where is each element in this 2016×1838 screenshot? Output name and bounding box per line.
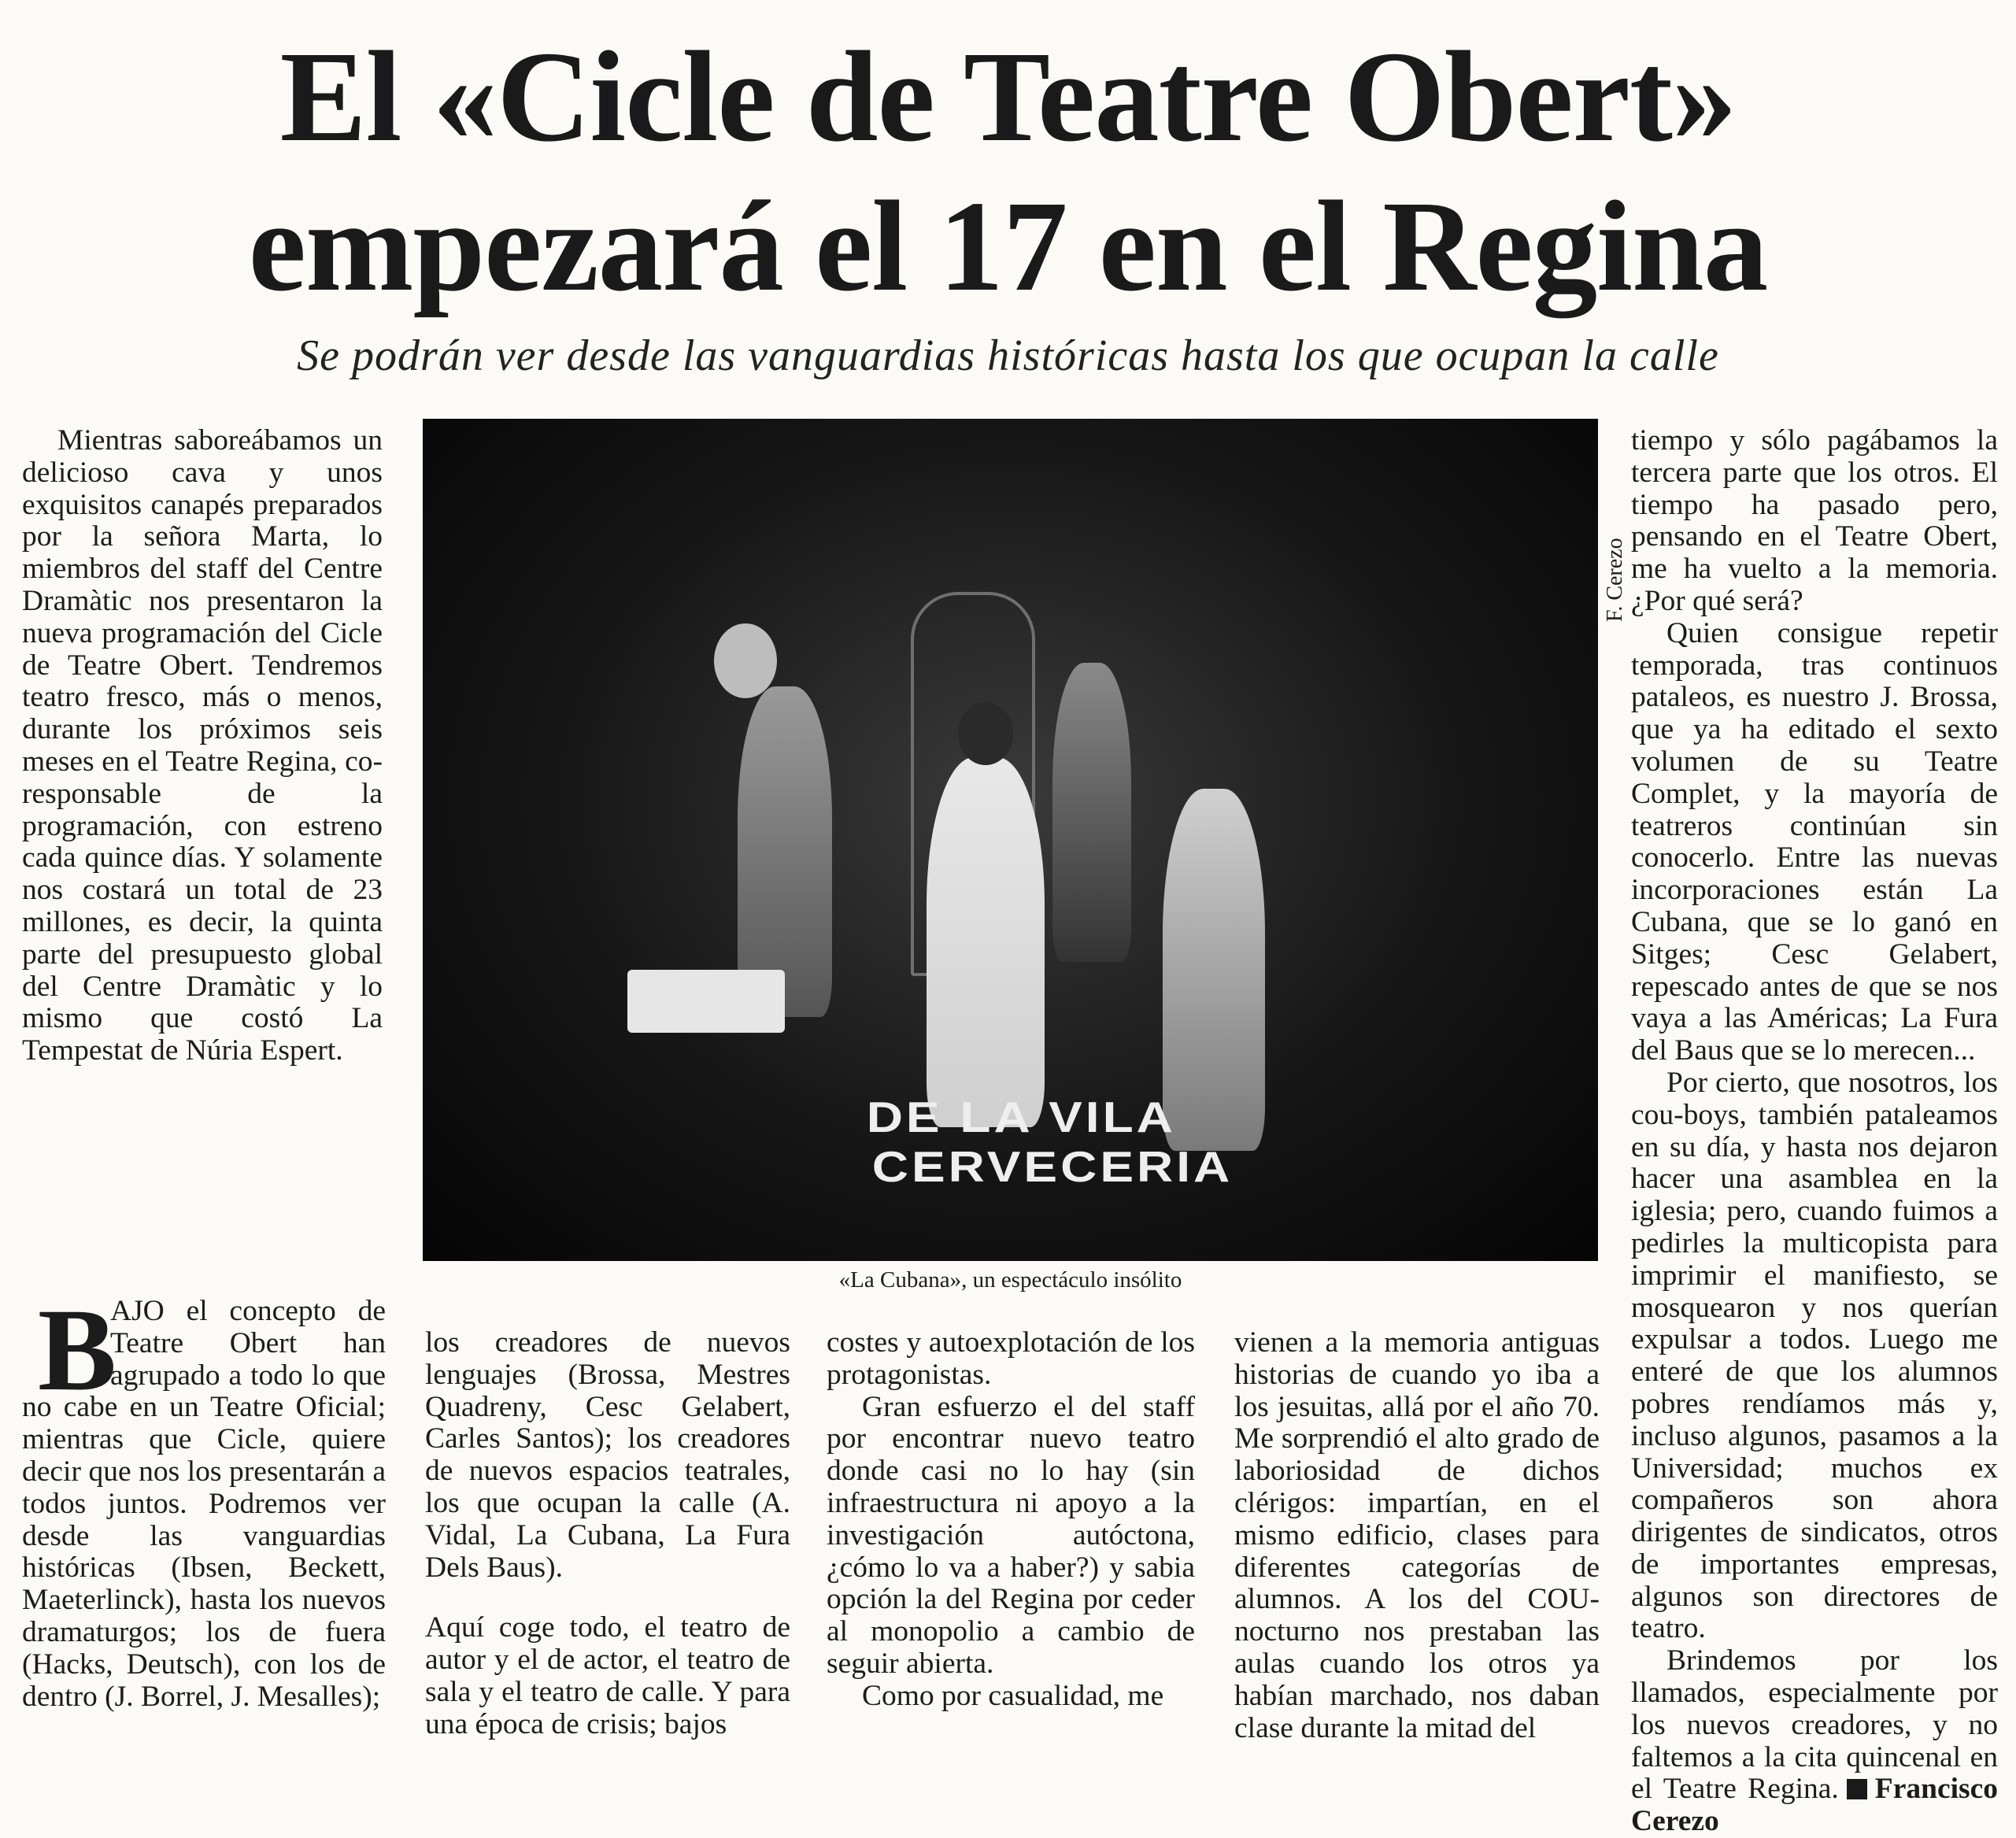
col3-paragraph-2: Gran esfuerzo el del staff por encontrar nuevo teatro donde casi no lo hay (sin infraestructura ni apoyo a la investigación autóctona, ¿cómo lo va a haber?) y sabia opción la del Regina por ceder al monopolio a cambio de seguir abierta. xyxy=(827,1390,1195,1680)
byline: Francisco Cerezo xyxy=(1631,1773,1998,1838)
col2-paragraph-1: los creadores de nuevos lenguajes (Brossa, Mestres Quadreny, Cesc Gelabert, Carles Santos); los creadores de nuevos espacios teatrales, los que ocupan la calle (A. Vidal, La Cubana, La Fura Dels Baus). xyxy=(425,1326,790,1584)
bottom-column-3 xyxy=(827,1327,1195,1713)
dropcap: B xyxy=(38,1285,117,1415)
col3-paragraph-1: costes y autoexplotación de los protagonistas. xyxy=(827,1326,1195,1391)
photo-box-sign xyxy=(627,970,785,1033)
photo-performer-head-center xyxy=(958,702,1013,765)
photo-performer-right xyxy=(1052,663,1131,962)
photo-performer-white-dress xyxy=(927,757,1045,1127)
photo-credit: F. Cerezo xyxy=(1603,538,1627,622)
col1-paragraph: AJO el concepto de Teatre Obert han agrupado a todo lo que no cabe en un Teatre Oficial; mientras que Cicle, quiere decir que nos los presentarán a todos juntos. Podremos ver desde las vanguardias históricas (Ibsen, Beckett, Maeterlinck), hasta los nuevos dramaturgos; los de fuera (Hacks, Deutsch), con los de dentro (J. Borrel, J. Mesalles); xyxy=(22,1295,386,1713)
headline-line-1: El «Cicle de Teatre Obert» xyxy=(279,24,1737,168)
end-mark-square xyxy=(1847,1779,1867,1799)
right-paragraph-4 xyxy=(1631,1645,1998,1838)
photo-performer-head-left xyxy=(714,623,777,698)
lead-paragraph: Mientras saboreábamos un delicioso cava y unos exquisitos canapés preparados por la señora Marta, lo miembros del staff del Centre Dramàtic nos presentaron la nueva programación del Cicle de Teatre Obert. Tendremos teatro fresco, más o menos, durante los próximos seis meses en el Teatre Regina, co-responsable de la programación, con estreno cada quince días. Y solamente nos costará un total de 23 millones, es decir, la quinta parte del presupuesto global del Centre Dramàtic y lo mismo que costó La Tempestat de Núria Espert. xyxy=(22,424,383,1067)
right-paragraph-2: Quien consigue repetir temporada, tras continuos pataleos, es nuestro J. Brossa, que ya ha editado el sexto volumen de su Teatre Complet, y la mayoría de teatreros continúan sin conocerlo. Entre las nuevas incorporaciones están La Cubana, que se lo ganó en Sitges; Cesc Gelabert, repescado antes de que se nos vaya a las Américas; La Fura del Baus que se lo merecen... xyxy=(1631,616,1998,1067)
headline-line-2: empezará el 17 en el Regina xyxy=(248,174,1768,318)
bottom-column-2 xyxy=(425,1327,790,1741)
article-photo xyxy=(423,419,1598,1261)
bottom-column-4 xyxy=(1234,1327,1600,1744)
bottom-column-1 xyxy=(22,1296,386,1713)
right-paragraph-1: tiempo y sólo pagábamos la tercera parte que los otros. El tiempo ha pasado pero, pensando en el Teatre Obert, me ha vuelto a la memoria. ¿Por qué será? xyxy=(1631,424,1998,617)
headline xyxy=(0,22,2016,321)
photo-sign-text-2: CERVECERIA xyxy=(871,1142,1234,1192)
photo-caption: «La Cubana», un espectáculo insólito xyxy=(838,1267,1182,1293)
dropcap-space xyxy=(22,1296,110,1389)
photo-performer-left xyxy=(738,686,832,1017)
col2-paragraph-2: Aquí coge todo, el teatro de autor y el de actor, el teatro de sala y el teatro de calle. Y para una época de crisis; bajos xyxy=(425,1611,790,1740)
photo-neon-sign xyxy=(698,1093,1407,1192)
lead-column xyxy=(22,425,383,1067)
right-column xyxy=(1631,425,1998,1838)
right-paragraph-3: Por cierto, que nosotros, los cou-boys, también pataleamos en su día, y hasta nos dejaron hacer una asamblea en la iglesia; pero, cuando fuimos a pedirles la multicopista para imprimir el manifiesto, se mosquearon y nos querían expulsar a todos. Luego me enteré de que los alumnos pobres rendíamos más y, incluso algunos, pasamos a la Universidad; muchos ex compañeros son ahora dirigentes de sindicatos, otros de importantes empresas, algunos son directores de teatro. xyxy=(1631,1066,1998,1645)
closing-text: Brindemos por los llamados, especialmente por los nuevos creadores, y no faltemos a la cita quincenal en el Teatre Regina. xyxy=(1631,1644,1998,1806)
col3-paragraph-3: Como por casualidad, me xyxy=(862,1679,1164,1712)
photo-sign-text-1: DE LA VILA xyxy=(866,1093,1174,1142)
col4-paragraph: vienen a la memoria antiguas historias de cuando yo iba a los jesuitas, allá por el año 70. Me sorprendió el alto grado de laboriosidad de dichos clérigos: impartían, en el mismo edificio, clases para diferentes categorías de alumnos. A los del COU-nocturno nos prestaban las aulas cuando los otros ya habían marchado, nos daban clase durante la mitad del xyxy=(1234,1326,1600,1744)
subheadline: Se podrán ver desde las vanguardias históricas hasta los que ocupan la calle xyxy=(297,331,1719,380)
